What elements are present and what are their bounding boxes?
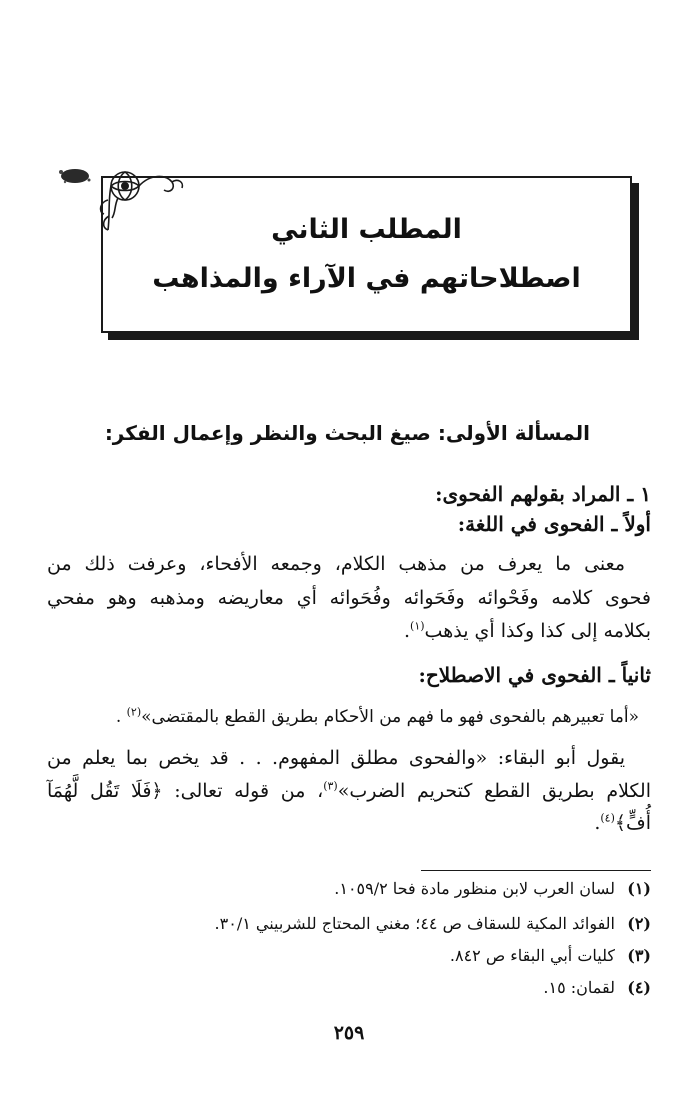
footnote-ref-3: (٣) xyxy=(323,779,338,793)
footnote-2-number: (٢) xyxy=(627,914,651,933)
footnote-ref-1: (١) xyxy=(410,619,425,633)
paragraph-1-line-2: فحوى كلامه وفَحْوائه وفَحَوائه وفُحَوائه أي معاريضه ومذهبه وهو مفحي xyxy=(47,587,651,609)
paragraph-1-line-3-text: بكلامه إلى كذا وكذا أي يذهب xyxy=(424,620,651,642)
paragraph-1-line-3: بكلامه إلى كذا وكذا أي يذهب$^{(١)}$. xyxy=(403,619,651,642)
definition-quote-text: «أما تعبيرهم بالفحوى فهو ما فهم من الأحكام بطريق القطع بالمقتضى» xyxy=(141,707,639,727)
paragraph-2-line-2-verse: ، من قوله تعالى: ﴿فَلَا تَقُل لَّهُمَآ xyxy=(47,780,324,802)
footnote-4-text: لقمان: ١٥. xyxy=(543,978,615,997)
footnote-4 xyxy=(47,977,651,999)
floral-ornament-icon xyxy=(50,160,200,250)
footnote-3-text: كليات أبي البقاء ص ٨٤٢. xyxy=(449,946,615,965)
footnote-3 xyxy=(47,945,651,967)
footnote-ref-2: (٢) xyxy=(126,705,142,719)
chapter-subtitle: اصطلاحاتهم في الآراء والمذاهب xyxy=(152,263,581,294)
footnote-2-text: الفوائد المكية للسقاف ص ٤٤؛ مغني المحتاج للشربيني ٣٠/١. xyxy=(214,914,615,933)
paragraph-2-line-2 xyxy=(47,776,651,806)
first-subheading: أولاً ـ الفحوى في اللغة: xyxy=(457,512,651,536)
definition-quote: «أما تعبيرهم بالفحوى فهو ما فهم من الأحكام بطريق القطع بالمقتضى»$^{(٢)}$ . xyxy=(115,705,639,727)
paragraph-2-line-3: أُفٍّ﴾$^{(٤)}$. xyxy=(594,811,651,834)
footnote-3-number: (٣) xyxy=(627,946,651,965)
footnote-1 xyxy=(47,878,651,900)
section-heading: المسألة الأولى: صيغ البحث والنظر وإعمال الفكر: xyxy=(104,421,590,445)
footnote-1-number: (١) xyxy=(627,879,651,898)
page-number: ٢٥٩ xyxy=(333,1022,365,1044)
chapter-title: المطلب الثاني xyxy=(271,214,462,245)
footnote-4-number: (٤) xyxy=(627,978,651,997)
second-subheading: ثانياً ـ الفحوى في الاصطلاح: xyxy=(418,663,651,687)
footnote-divider xyxy=(421,870,651,871)
footnote-1-text: لسان العرب لابن منظور مادة فحا ١٠٥٩/٢. xyxy=(334,879,615,898)
verse-end: أُفٍّ﴾ xyxy=(614,812,651,834)
paragraph-2-line-1: يقول أبو البقاء: «والفحوى مطلق المفهوم. . . قد يخص بما يعلم من xyxy=(47,747,625,769)
item-1-heading: ١ ـ المراد بقولهم الفحوى: xyxy=(435,482,651,506)
footnote-ref-4: (٤) xyxy=(600,811,615,825)
paragraph-2-line-2-text: الكلام بطريق القطع كتحريم الضرب» xyxy=(337,780,651,802)
footnote-2 xyxy=(47,913,651,935)
paragraph-1-line-1: معنى ما يعرف من مذهب الكلام، وجمعه الأفحاء، وعرفت ذلك من xyxy=(47,553,625,575)
